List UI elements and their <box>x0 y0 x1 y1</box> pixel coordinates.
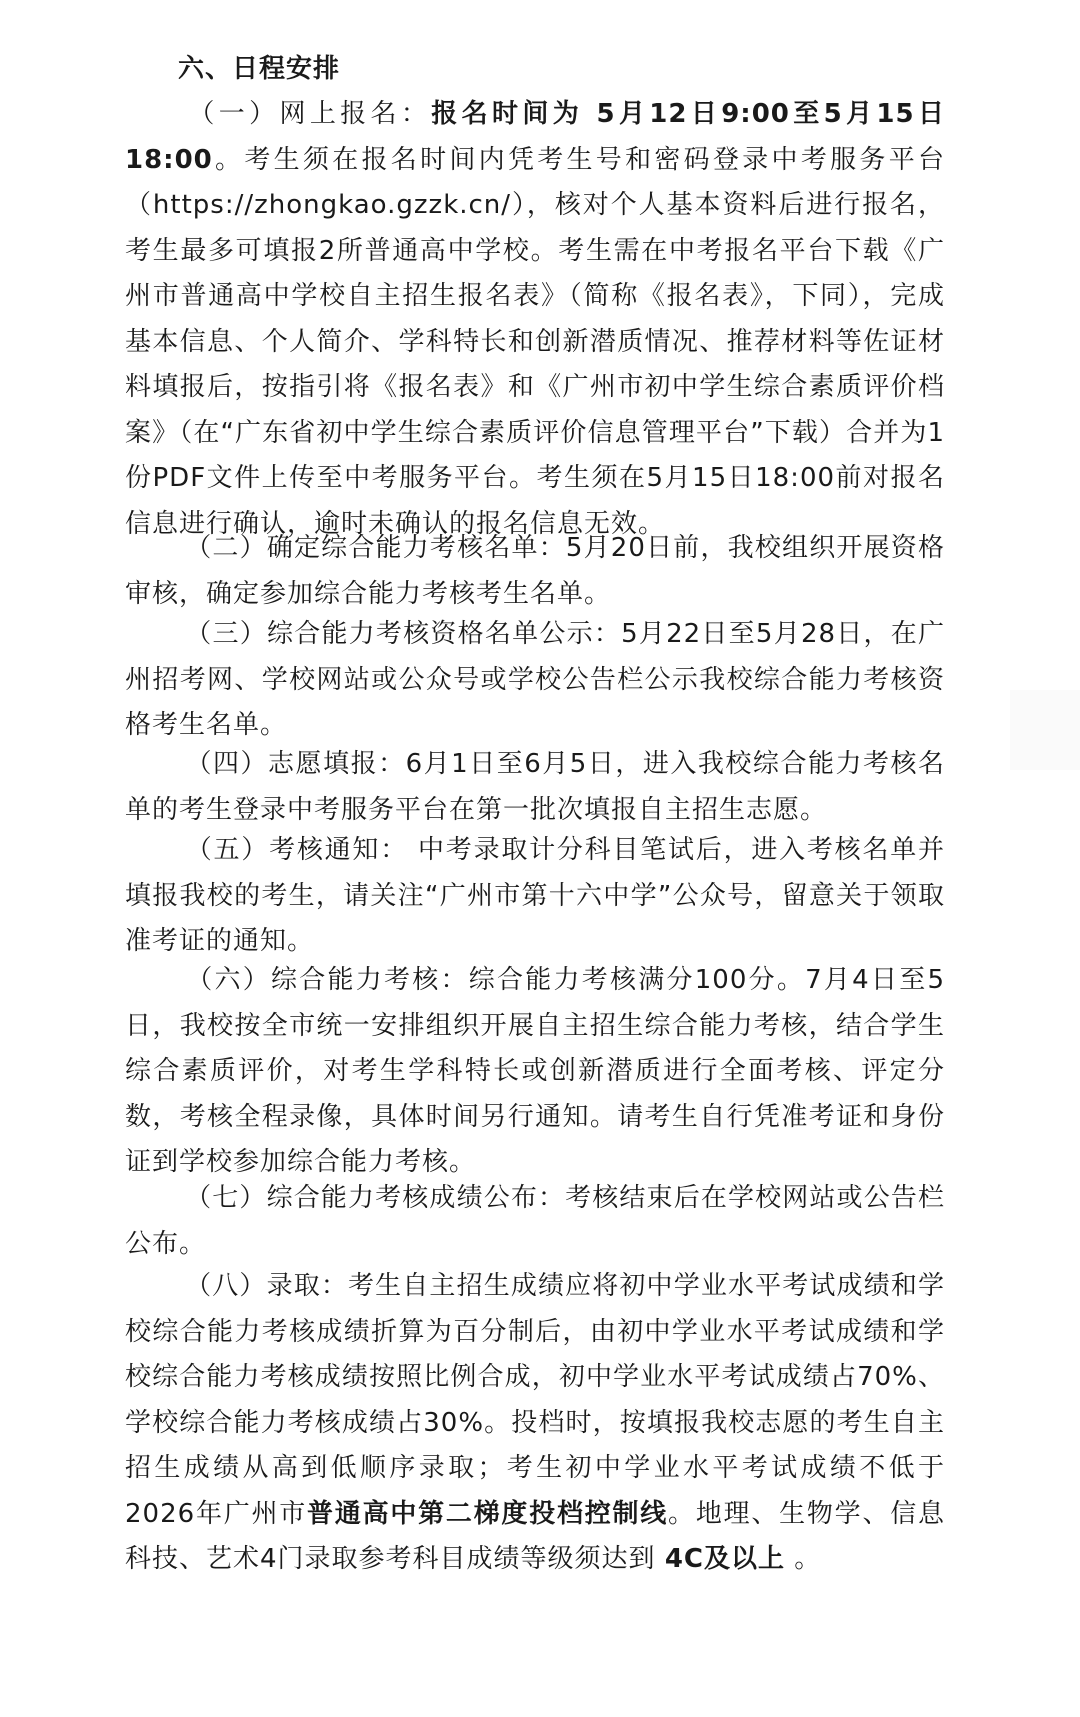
paragraph-publicity <box>125 612 945 749</box>
paragraph-application <box>125 742 945 833</box>
registration-detail: 。考生须在报名时间内凭考生号和密码登录中考服务平台（https://zhongkao.gzzk.cn/），核对个人基本资料后进行报名，考生最多可填报2所普通高中学校。考生需在中考报名平台下载《广州市普通高中学校自主招生报名表》（简称《报名表》，下同），完成基本信息、个人简介、学科特长和创新潜质情况、推荐材料等佐证材料填报后，按指引将《报名表》和《广州市初中学生综合素质评价档案》（在“广东省初中学生综合素质评价信息管理平台”下载）合并为1份PDF文件上传至中考服务平台。考生须在5月15日18:00前对报名信息进行确认，逾时未确认的报名信息无效。 <box>125 144 945 539</box>
results-text: （七）综合能力考核成绩公布：考核结束后在学校网站或公告栏公布。 <box>125 1183 945 1259</box>
paragraph-confirm-list <box>125 526 945 617</box>
paragraph-notice <box>125 828 945 965</box>
notice-text: （五）考核通知： 中考录取计分科目笔试后，进入考核名单并填报我校的考生，请关注“广州市第十六中学”公众号，留意关于领取准考证的通知。 <box>125 835 945 956</box>
registration-time: 报名时间为 5月12日9:00至5月15日18:00 <box>125 99 945 175</box>
paragraph-results <box>125 1176 945 1267</box>
application-text: （四）志愿填报：6月1日至6月5日，进入我校综合能力考核名单的考生登录中考服务平台在第一批次填报自主招生志愿。 <box>125 749 945 825</box>
paragraph-admission <box>125 1264 945 1583</box>
edge-artifact <box>1010 690 1080 770</box>
paragraph-online-registration <box>125 92 945 547</box>
publicity-text: （三）综合能力考核资格名单公示：5月22日至5月28日，在广州招考网、学校网站或公众号或学校公告栏公示我校综合能力考核资格考生名单。 <box>125 619 945 740</box>
admission-grade-requirement: 4C及以上 <box>664 1544 785 1574</box>
admission-subjects-text: 。地理、生物学、信息科技、艺术4门录取参考科目成绩等级须达到 <box>125 1498 945 1574</box>
admission-text: （八）录取：考生自主招生成绩应将初中学业水平考试成绩和学校综合能力考核成绩折算为百分制后，由初中学业水平考试成绩和学校综合能力考核成绩按照比例合成，初中学业水平考试成绩占70%、学校综合能力考核成绩占30%。投档时，按填报我校志愿的考生自主招生成绩从高到低顺序录取；考生初中学业水平考试成绩不低于2026年广州市 <box>125 1271 945 1529</box>
confirm-list-text: （二）确定综合能力考核名单：5月20日前，我校组织开展资格审核，确定参加综合能力考核考生名单。 <box>125 533 945 609</box>
admission-end: 。 <box>785 1544 822 1574</box>
assessment-text: （六）综合能力考核：综合能力考核满分100分。7月4日至5日，我校按全市统一安排组织开展自主招生综合能力考核，结合学生综合素质评价，对考生学科特长或创新潜质进行全面考核、评定分数，考核全程录像，具体时间另行通知。请考生自行凭准考证和身份证到学校参加综合能力考核。 <box>125 965 945 1177</box>
admission-control-line: 普通高中第二梯度投档控制线 <box>307 1498 669 1529</box>
registration-label: （一）网上报名： <box>185 99 432 129</box>
paragraph-assessment <box>125 958 945 1186</box>
section-heading: 六、日程安排 <box>178 54 341 84</box>
